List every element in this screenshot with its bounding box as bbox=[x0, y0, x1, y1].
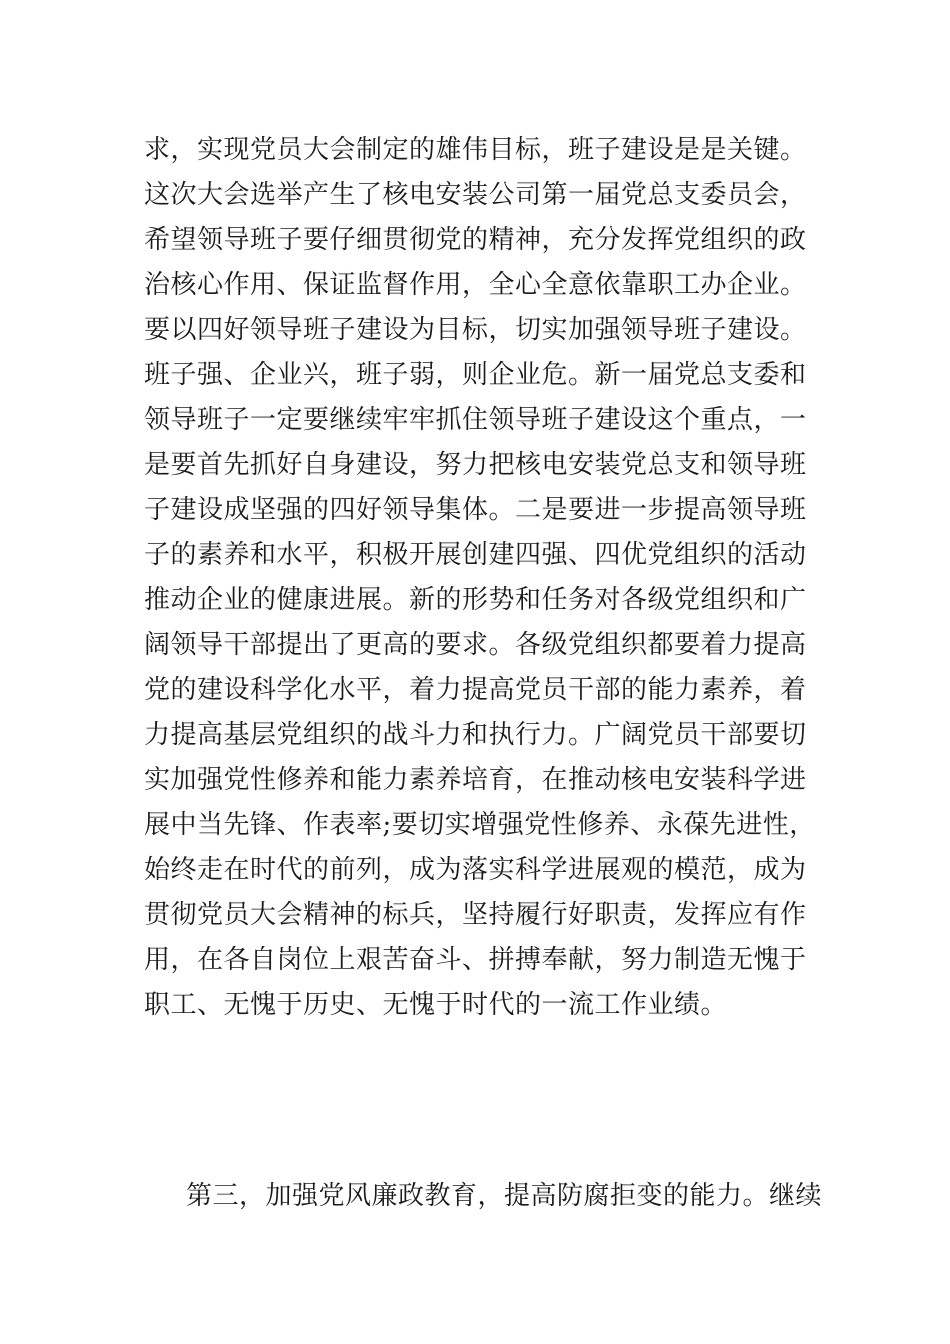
text-line: 党的建设科学化水平，着力提高党员干部的能力素养，着 bbox=[144, 675, 807, 705]
text-line: 班子强、企业兴，班子弱，则企业危。新一届党总支委和 bbox=[144, 360, 807, 390]
text-line: 子的素养和水平，积极开展创建四强、四优党组织的活动 bbox=[144, 540, 807, 570]
text-line: 第三，加强党风廉政教育，提高防腐拒变的能力。继续 bbox=[186, 1181, 823, 1211]
text-line: 推动企业的健康进展。新的形势和任务对各级党组织和广 bbox=[144, 585, 807, 615]
text-line: 始终走在时代的前列，成为落实科学进展观的模范，成为 bbox=[144, 855, 807, 885]
text-line: 希望领导班子要仔细贯彻党的精神，充分发挥党组织的政 bbox=[144, 225, 807, 255]
paragraph-2 bbox=[144, 1174, 824, 1219]
text-line: 用，在各自岗位上艰苦奋斗、拼搏奉献，努力制造无愧于 bbox=[144, 945, 807, 975]
text-line: 求，实现党员大会制定的雄伟目标，班子建设是是关键。 bbox=[144, 135, 807, 165]
text-line: 职工、无愧于历史、无愧于时代的一流工作业绩。 bbox=[144, 990, 728, 1020]
text-line: 治核心作用、保证监督作用，全心全意依靠职工办企业。 bbox=[144, 270, 807, 300]
text-line: 领导班子一定要继续牢牢抓住领导班子建设这个重点，一 bbox=[144, 405, 807, 435]
text-line: 要以四好领导班子建设为目标，切实加强领导班子建设。 bbox=[144, 315, 807, 345]
text-line: 这次大会选举产生了核电安装公司第一届党总支委员会， bbox=[144, 180, 807, 210]
text-line: 是要首先抓好自身建设，努力把核电安装党总支和领导班 bbox=[144, 450, 807, 480]
text-line: 贯彻党员大会精神的标兵，坚持履行好职责，发挥应有作 bbox=[144, 900, 807, 930]
text-line: 阔领导干部提出了更高的要求。各级党组织都要着力提高 bbox=[144, 630, 807, 660]
text-line: 力提高基层党组织的战斗力和执行力。广阔党员干部要切 bbox=[144, 720, 807, 750]
text-line: 子建设成坚强的四好领导集体。二是要进一步提高领导班 bbox=[144, 495, 807, 525]
text-line: 实加强党性修养和能力素养培育，在推动核电安装科学进 bbox=[144, 765, 807, 795]
paragraph-1 bbox=[144, 128, 824, 1028]
text-line: 展中当先锋、作表率;要切实增强党性修养、永葆先进性， bbox=[144, 810, 816, 840]
